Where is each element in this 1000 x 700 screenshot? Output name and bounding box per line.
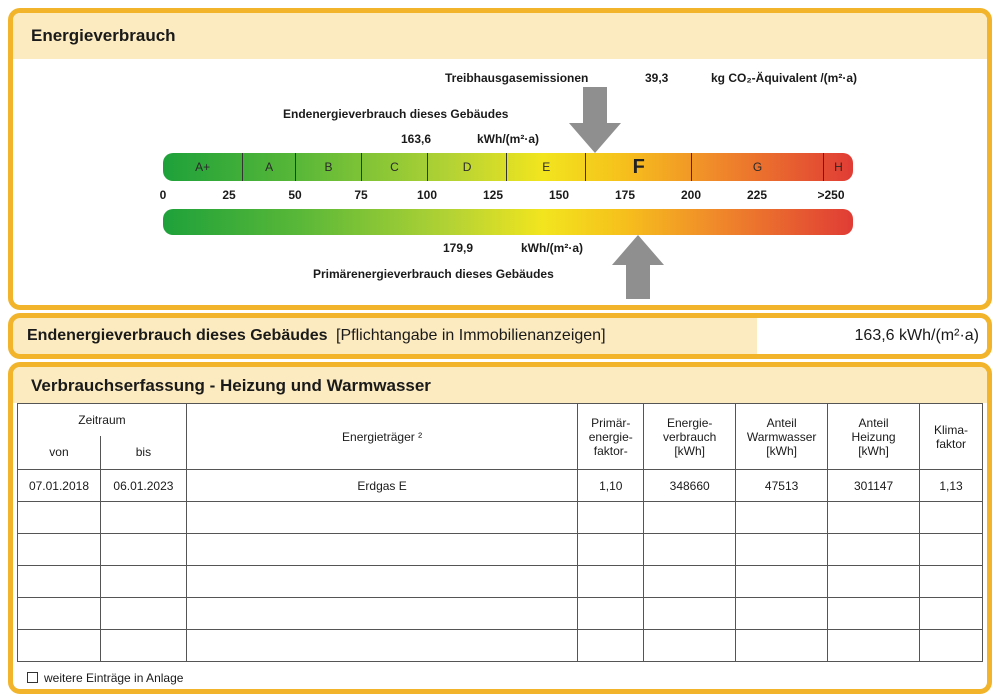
scale-tick: 125 [482,188,504,202]
empty-cell [18,598,101,630]
empty-cell [18,630,101,662]
header-zeitraum: Zeitraum [18,404,187,436]
empty-cell [100,598,186,630]
empty-cell [644,566,736,598]
primary-energy-value: 179,9 [443,241,474,255]
empty-cell [100,502,186,534]
empty-cell [644,630,736,662]
primary-energy-label: Primärenergieverbrauch dieses Gebäudes [313,267,554,281]
empty-cell [186,534,577,566]
mandatory-info-panel [8,313,992,359]
empty-cell [186,630,577,662]
scale-tick: 200 [680,188,702,202]
table-row [18,502,983,534]
scale-tick: 25 [222,188,236,202]
empty-cell [18,566,101,598]
consumption-record-panel [8,362,992,694]
final-energy-arrow [565,85,625,155]
energy-class-c: C [361,153,427,181]
table-row [18,534,983,566]
ghg-label: Treibhausgasemissionen [445,71,589,85]
cell-bis: 06.01.2023 [100,470,186,502]
table-row [18,630,983,662]
empty-cell [18,502,101,534]
more-entries-row [27,671,183,685]
primary-energy-arrow [608,233,668,303]
cell-traeger: Erdgas E [186,470,577,502]
scale-tick: 50 [288,188,302,202]
header-bis: bis [100,436,186,470]
energy-class-d: D [427,153,506,181]
empty-cell [736,630,828,662]
energy-class-h: H [823,153,853,181]
empty-cell [920,630,983,662]
gradient-bar [163,209,853,235]
empty-cell [736,598,828,630]
final-energy-label: Endenergieverbrauch dieses Gebäudes [283,107,509,121]
cell-von: 07.01.2018 [18,470,101,502]
final-energy-unit: kWh/(m²·a) [477,132,539,146]
mandatory-title: Endenergieverbrauch dieses Gebäudes [27,327,328,344]
cell-heizung: 301147 [828,470,920,502]
header-heizung: Anteil Heizung [kWh] [828,404,920,470]
energy-class-e: E [506,153,585,181]
empty-cell [644,534,736,566]
table-row [18,598,983,630]
empty-cell [920,598,983,630]
cell-klima: 1,13 [920,470,983,502]
empty-cell [828,598,920,630]
empty-cell [920,566,983,598]
empty-cell [100,534,186,566]
empty-cell [828,566,920,598]
scale-tick: 0 [159,188,167,202]
scale-tick: 225 [746,188,768,202]
ghg-unit: kg CO₂-Äquivalent /(m²·a) [711,71,858,85]
empty-cell [920,502,983,534]
empty-cell [578,598,644,630]
cell-verbrauch: 348660 [644,470,736,502]
section-title: Verbrauchserfassung - Heizung und Warmwasser [13,367,987,403]
energy-class-scale [163,153,853,181]
header-energietraeger: Energieträger ² [186,404,577,470]
final-energy-value: 163,6 [401,132,432,146]
primary-energy-unit: kWh/(m²·a) [521,241,583,255]
mandatory-subtitle: [Pflichtangabe in Immobilienanzeigen] [336,327,606,344]
empty-cell [18,534,101,566]
cell-primaer: 1,10 [578,470,644,502]
consumption-table [17,403,983,662]
empty-cell [578,534,644,566]
empty-cell [644,598,736,630]
empty-cell [736,534,828,566]
scale-tick: >250 [817,188,845,202]
scale-tick: 175 [614,188,636,202]
empty-cell [828,534,920,566]
section-title: Energieverbrauch [13,13,987,59]
empty-cell [736,566,828,598]
energy-class-b: B [295,153,361,181]
ghg-value: 39,3 [645,71,669,85]
header-energieverbrauch: Energie- verbrauch [kWh] [644,404,736,470]
empty-cell [578,630,644,662]
scale-tick: 75 [354,188,368,202]
empty-cell [644,502,736,534]
energy-class-f: F [585,153,691,181]
cell-warmwasser: 47513 [736,470,828,502]
empty-cell [100,566,186,598]
more-entries-label: weitere Einträge in Anlage [44,671,184,685]
more-entries-checkbox[interactable] [27,672,38,683]
empty-cell [186,598,577,630]
header-primaerfaktor: Primär- energie- faktor- [578,404,644,470]
mandatory-value: 163,6 kWh/(m²·a) [757,318,989,354]
header-warmwasser: Anteil Warmwasser [kWh] [736,404,828,470]
table-row [18,566,983,598]
empty-cell [578,566,644,598]
empty-cell [920,534,983,566]
header-klimafaktor: Klima- faktor [920,404,983,470]
empty-cell [828,630,920,662]
empty-cell [578,502,644,534]
empty-cell [100,630,186,662]
energy-class-a: A [242,153,295,181]
empty-cell [736,502,828,534]
table-row [18,470,983,502]
empty-cell [828,502,920,534]
scale-tick: 100 [416,188,438,202]
energy-consumption-panel [8,8,992,310]
empty-cell [186,502,577,534]
empty-cell [186,566,577,598]
header-von: von [18,436,101,470]
energy-class-aplus: A+ [195,160,211,174]
energy-class-g: G [691,153,823,181]
scale-tick: 150 [548,188,570,202]
